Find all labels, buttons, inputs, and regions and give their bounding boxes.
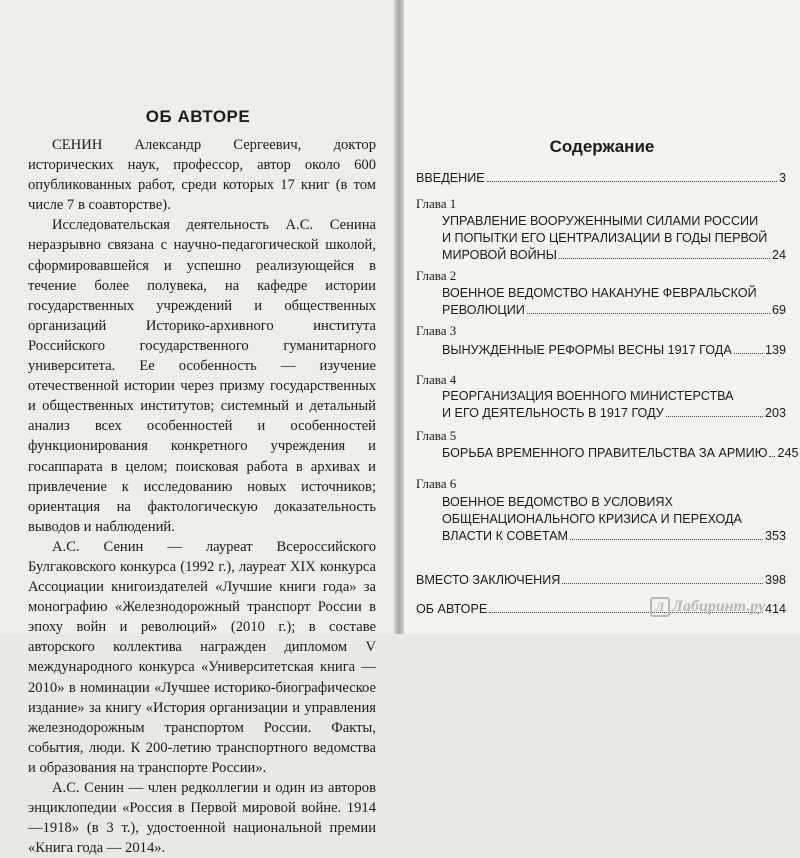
bio-paragraph: СЕНИН Александр Сергеевич, доктор исторических наук, профессор, автор около 600 опубликованных работ, среди которых 17 книг (в том числе 7 в соавторстве). (28, 137, 376, 214)
toc-page-number: 69 (771, 303, 786, 317)
toc-entry-title: БОРЬБА ВРЕМЕННОГО ПРАВИТЕЛЬСТВА ЗА АРМИЮ (442, 446, 768, 460)
toc-entry-title: ВВЕДЕНИЕ (416, 171, 485, 185)
toc-page-number: 3 (778, 171, 786, 185)
toc-page-number: 24 (771, 248, 786, 262)
about-author-heading: ОБ АВТОРЕ (145, 107, 251, 126)
toc-entry-title: ВЫНУЖДЕННЫЕ РЕФОРМЫ ВЕСНЫ 1917 ГОДА (442, 343, 732, 357)
toc-entry-title: ВЛАСТИ К СОВЕТАМ (442, 529, 568, 543)
toc-leader-dots (527, 313, 770, 314)
toc-entry-chapter-5 (442, 445, 799, 462)
chapter-label: Глава 6 (416, 476, 457, 491)
toc-entry-line: И ПОПЫТКИ ЕГО ЦЕНТРАЛИЗАЦИИ В ГОДЫ ПЕРВОЙ (442, 231, 768, 245)
toc-entry-title: ОБ АВТОРЕ (416, 602, 488, 616)
toc-page-number: 245 (777, 446, 799, 460)
toc-page-number: 203 (764, 406, 786, 420)
toc-page-number: 398 (764, 573, 786, 587)
toc-leader-dots (769, 456, 775, 457)
toc-leader-dots (570, 539, 763, 540)
toc-entry-title: МИРОВОЙ ВОЙНЫ (442, 248, 557, 262)
toc-entry-line: ВОЕННОЕ ВЕДОМСТВО В УСЛОВИЯХ (442, 495, 673, 509)
labirint-watermark (650, 597, 765, 617)
toc-leader-dots (559, 258, 770, 259)
toc-entry-introduction (416, 170, 786, 187)
toc-page-number: 139 (764, 343, 786, 357)
labirint-logo-icon: Л (650, 597, 670, 617)
toc-entry-title: ВМЕСТО ЗАКЛЮЧЕНИЯ (416, 573, 561, 587)
toc-entry-line: ОБЩЕНАЦИОНАЛЬНОГО КРИЗИСА И ПЕРЕХОДА (442, 512, 742, 526)
toc-leader-dots (562, 583, 763, 584)
toc-entry-chapter-2 (442, 285, 786, 319)
author-biography (28, 135, 376, 858)
bio-paragraph: А.С. Сенин — член редколлегии и один из авторов энциклопедии «Россия в Первой мировой войне. 1914—1918» (в 3 т.), удостоенной национальной премии «Книга года — 2014». (28, 780, 376, 857)
toc-entry-line: ВОЕННОЕ ВЕДОМСТВО НАКАНУНЕ ФЕВРАЛЬСКОЙ (442, 286, 757, 300)
toc-page-number: 353 (764, 529, 786, 543)
chapter-label: Глава 1 (416, 196, 457, 211)
toc-leader-dots (734, 353, 763, 354)
chapter-label: Глава 2 (416, 268, 457, 283)
bio-paragraph: А.С. Сенин — лауреат Всероссийского Булгаковского конкурса (1992 г.), лауреат XIX конкурса Ассоциации книгоиздателей «Лучшие книги года» за монографию «Железнодорожный транспорт России в эпоху войн и революций» (2010 г.); в составе авторского коллектива награжден дипломом V международного конкурса «Университетская книга — 2010» в номинации «Лучшее историко-биографическое издание» за книгу «История организации и управления железнодорожным транспортом России. Факты, события, люди. К 200-летию транспортного ведомства и образования на транспорте России». (28, 538, 376, 776)
right-page (404, 0, 800, 634)
toc-entry-title: РЕВОЛЮЦИИ (442, 303, 525, 317)
toc-leader-dots (487, 181, 777, 182)
chapter-label: Глава 4 (416, 372, 457, 387)
toc-entry-chapter-1 (442, 213, 786, 264)
toc-entry-chapter-6 (442, 494, 786, 545)
toc-entry-title: И ЕГО ДЕЯТЕЛЬНОСТЬ В 1917 ГОДУ (442, 406, 664, 420)
contents-title: Содержание (549, 137, 655, 156)
chapter-label: Глава 5 (416, 428, 457, 443)
toc-entry-line: УПРАВЛЕНИЕ ВООРУЖЕННЫМИ СИЛАМИ РОССИИ (442, 214, 759, 228)
toc-entry-conclusion (416, 572, 786, 589)
watermark-text: Лабиринт.ру (672, 598, 766, 615)
toc-entry-chapter-4 (442, 388, 786, 422)
toc-page-number: 414 (764, 602, 786, 616)
toc-entry-line: РЕОРГАНИЗАЦИЯ ВОЕННОГО МИНИСТЕРСТВА (442, 389, 734, 403)
toc-entry-chapter-3 (442, 342, 786, 359)
bio-paragraph: Исследовательская деятельность А.С. Сенина неразрывно связана с научно-педагогической школой, сформировавшейся и успешно реализующейся в течение более полувека, на кафедре истории государственных учреждений и общественных организаций Историко-архивного института Российского государственного гуманитарного университета. Ее особенность — изучение отечественной истории через призму государственных и общественных институтов; системный и детальный анализ всех особенностей и особенностей функционирования конкретного учреждения и госаппарата в целом; поисковая работа в архивах и привлечение к исследованию новых источников; ориентация на фактологическую доказательность выводов и наблюдений. (28, 217, 376, 535)
toc-leader-dots (666, 416, 763, 417)
chapter-label: Глава 3 (416, 323, 457, 338)
left-page (0, 0, 396, 857)
